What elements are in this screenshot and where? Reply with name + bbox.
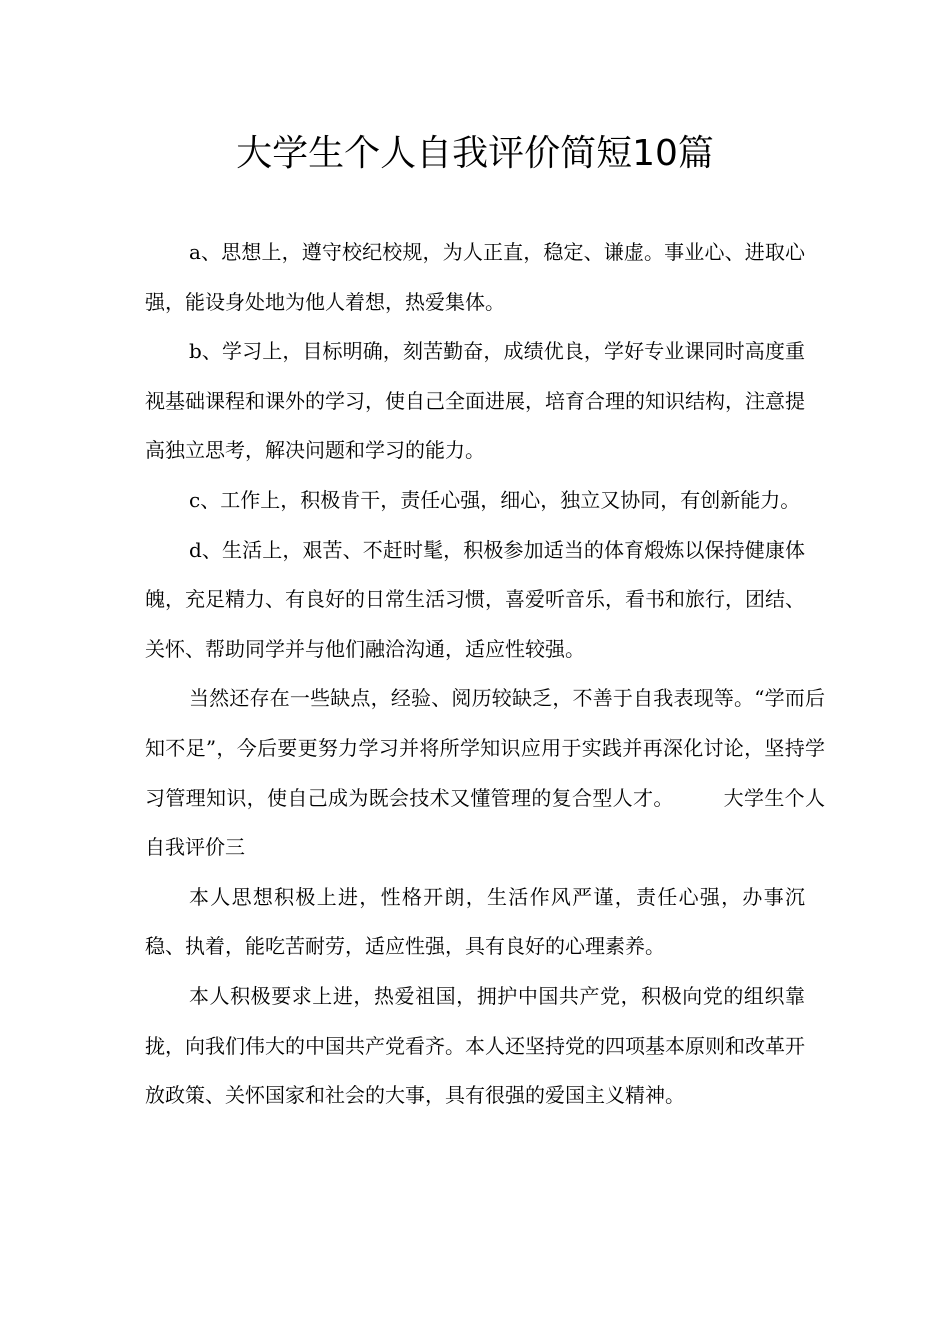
page-title: 大学生个人自我评价简短10篇 <box>236 133 714 174</box>
paragraph-character: 本人思想积极上进，性格开朗，生活作风严谨，责任心强，办事沉稳、执着，能吃苦耐劳，适应性强，具有良好的心理素养。 <box>145 884 805 959</box>
paragraph-political: 本人积极要求上进，热爱祖国，拥护中国共产党，积极向党的组织靠拢，向我们伟大的中国共产党看齐。本人还坚持党的四项基本原则和改革开放政策、关怀国家和社会的大事，具有很强的爱国主义精神。 <box>145 983 805 1108</box>
paragraph-shortcomings <box>145 674 825 872</box>
paragraph-study: b、学习上，目标明确，刻苦勤奋，成绩优良，学好专业课同时高度重视基础课程和课外的学习，使自己全面进展，培育合理的知识结构，注意提高独立思考，解决问题和学习的能力。 <box>145 339 805 463</box>
paragraph-shortcomings-text: 当然还存在一些缺点，经验、阅历较缺乏，不善于自我表现等。“学而后知不足”，今后要更努力学习并将所学知识应用于实践并再深化讨论，坚持学习管理知识，使自己成为既会技术又懂管理的复合型人才。 <box>145 686 825 810</box>
paragraph-life: d、生活上，艰苦、不赶时髦，积极参加适当的体育煅炼以保持健康体魄，充足精力、有良好的日常生活习惯，喜爱听音乐，看书和旅行，团结、关怀、帮助同学并与他们融洽沟通，适应性较强。 <box>145 537 805 661</box>
document-body <box>145 228 826 1121</box>
section-heading: 大学生个人自我评价三 <box>145 785 826 860</box>
paragraph-work: c、工作上，积极肯干，责任心强，细心，独立又协同，有创新能力。 <box>189 487 801 512</box>
paragraph-thought: a、思想上，遵守校纪校规，为人正直，稳定、谦虚。事业心、进取心强，能设身处地为他人着想，热爱集体。 <box>145 240 805 314</box>
